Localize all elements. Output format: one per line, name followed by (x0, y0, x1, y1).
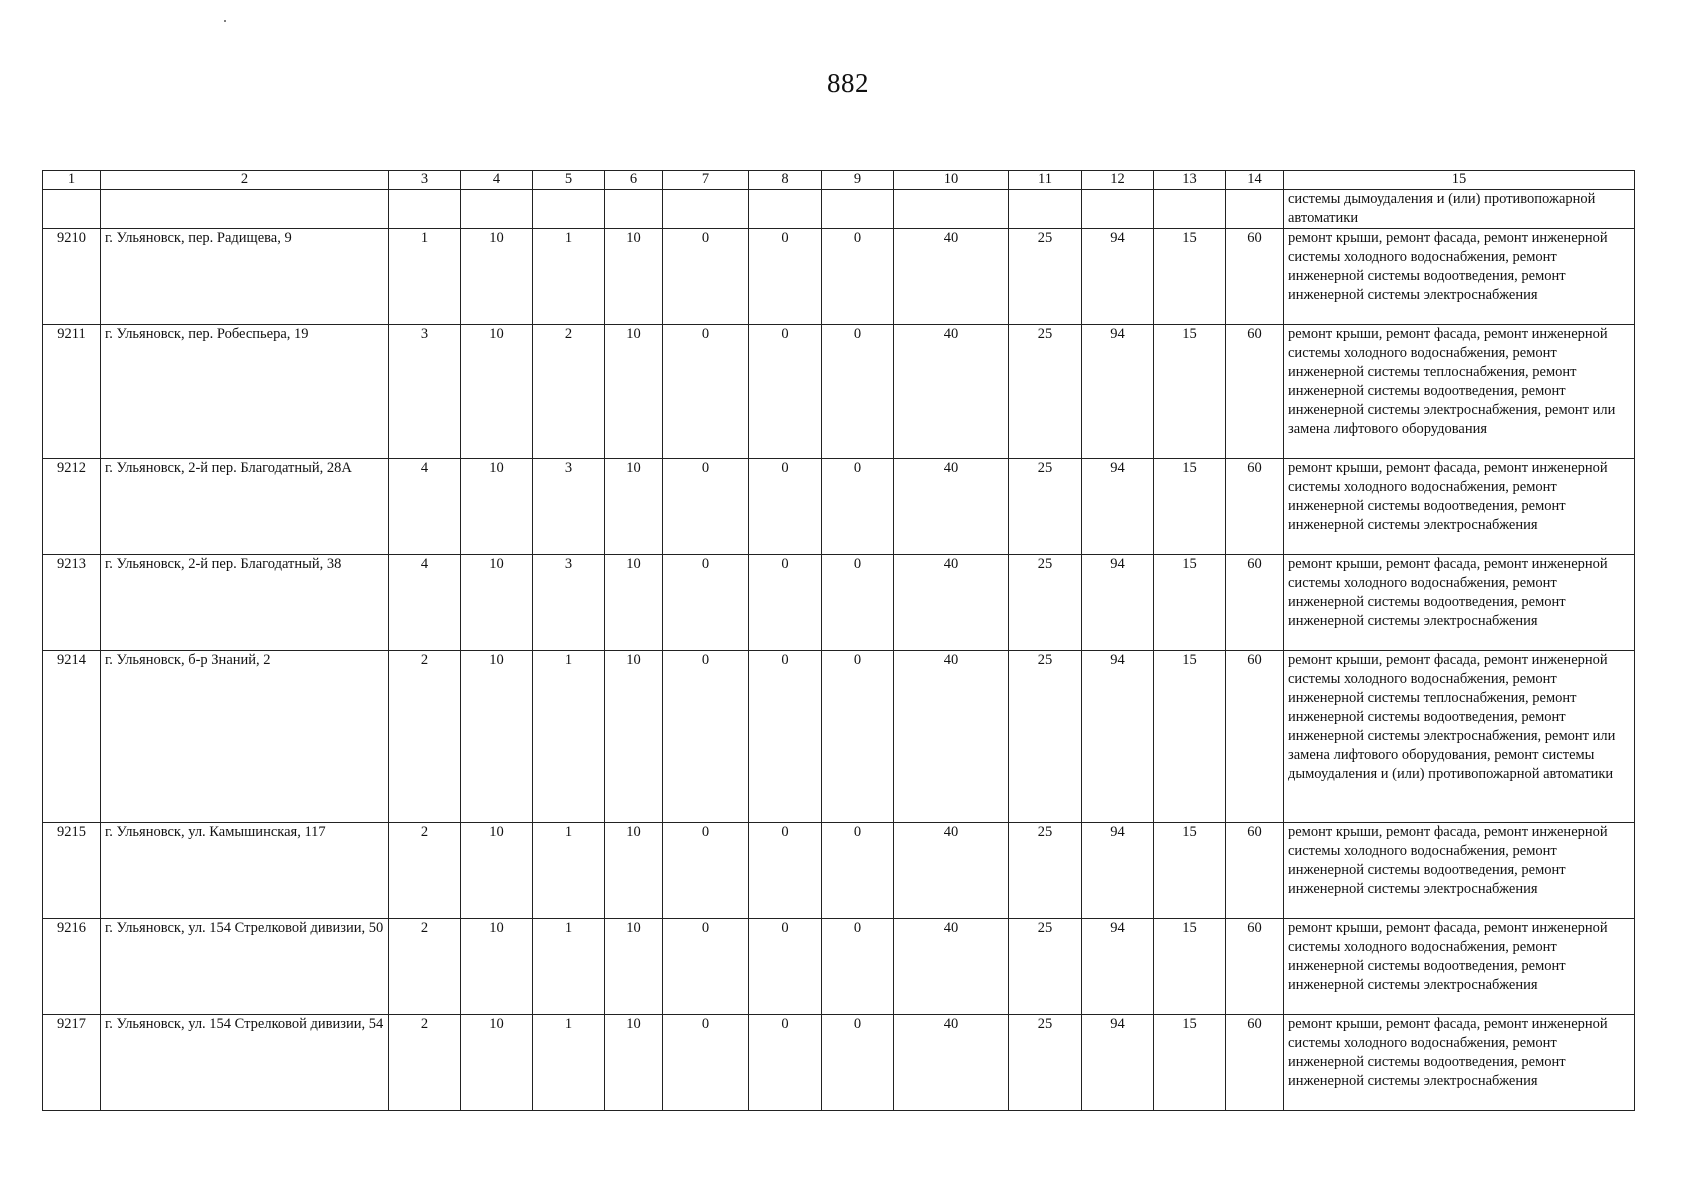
value-cell: 3 (533, 459, 605, 555)
address-cell: г. Ульяновск, 2-й пер. Благодатный, 38 (101, 555, 389, 651)
value-cell: 4 (389, 459, 461, 555)
value-cell: 2 (389, 823, 461, 919)
value-cell: 10 (461, 229, 533, 325)
column-header: 7 (663, 171, 749, 190)
address-cell: г. Ульяновск, ул. Камышинская, 117 (101, 823, 389, 919)
column-header: 12 (1082, 171, 1154, 190)
value-cell: 2 (533, 325, 605, 459)
value-cell: 15 (1154, 1015, 1226, 1111)
works-cell: ремонт крыши, ремонт фасада, ремонт инженерной системы холодного водоснабжения, ремонт инженерной системы теплоснабжения, ремонт инженерной системы водоотведения, ремонт инженерной системы электроснабжения, ремонт или замена лифтового оборудования (1284, 325, 1635, 459)
works-cell: ремонт крыши, ремонт фасада, ремонт инженерной системы холодного водоснабжения, ремонт инженерной системы водоотведения, ремонт инженерной системы электроснабжения (1284, 555, 1635, 651)
value-cell: 0 (663, 651, 749, 823)
continuation-row (43, 190, 1635, 229)
value-cell: 40 (894, 229, 1009, 325)
value-cell: 0 (663, 229, 749, 325)
row-number-cell: 9212 (43, 459, 101, 555)
value-cell: 0 (663, 325, 749, 459)
address-cell: г. Ульяновск, ул. 154 Стрелковой дивизии, 50 (101, 919, 389, 1015)
value-cell: 0 (749, 459, 822, 555)
value-cell: 60 (1226, 555, 1284, 651)
address-cell: г. Ульяновск, пер. Радищева, 9 (101, 229, 389, 325)
value-cell: 10 (605, 229, 663, 325)
value-cell: 0 (822, 229, 894, 325)
row-number-cell: 9210 (43, 229, 101, 325)
value-cell: 1 (533, 1015, 605, 1111)
value-cell: 1 (389, 229, 461, 325)
value-cell: 15 (1154, 823, 1226, 919)
works-cell: ремонт крыши, ремонт фасада, ремонт инженерной системы холодного водоснабжения, ремонт инженерной системы водоотведения, ремонт инженерной системы электроснабжения (1284, 919, 1635, 1015)
value-cell: 10 (605, 919, 663, 1015)
works-cell: ремонт крыши, ремонт фасада, ремонт инженерной системы холодного водоснабжения, ремонт инженерной системы водоотведения, ремонт инженерной системы электроснабжения (1284, 1015, 1635, 1111)
value-cell: 60 (1226, 229, 1284, 325)
address-cell: г. Ульяновск, пер. Робеспьера, 19 (101, 325, 389, 459)
value-cell: 15 (1154, 459, 1226, 555)
value-cell: 94 (1082, 325, 1154, 459)
value-cell: 25 (1009, 229, 1082, 325)
value-cell: 40 (894, 823, 1009, 919)
column-header: 5 (533, 171, 605, 190)
value-cell: 0 (749, 325, 822, 459)
value-cell: 0 (749, 555, 822, 651)
row-number-cell: 9213 (43, 555, 101, 651)
value-cell: 0 (749, 651, 822, 823)
value-cell: 1 (533, 919, 605, 1015)
value-cell: 94 (1082, 555, 1154, 651)
value-cell: 94 (1082, 823, 1154, 919)
value-cell: 40 (894, 459, 1009, 555)
value-cell: 2 (389, 651, 461, 823)
value-cell: 2 (389, 1015, 461, 1111)
housing-repair-table (42, 170, 1635, 1111)
value-cell: 1 (533, 823, 605, 919)
value-cell: 94 (1082, 229, 1154, 325)
page-number: 882 (827, 68, 869, 98)
column-header: 15 (1284, 171, 1635, 190)
value-cell: 10 (605, 651, 663, 823)
column-number-row (43, 171, 1635, 190)
value-cell: 25 (1009, 555, 1082, 651)
column-header: 4 (461, 171, 533, 190)
value-cell: 10 (605, 555, 663, 651)
column-header: 11 (1009, 171, 1082, 190)
column-header: 8 (749, 171, 822, 190)
column-header: 14 (1226, 171, 1284, 190)
value-cell: 0 (663, 459, 749, 555)
value-cell: 3 (533, 555, 605, 651)
value-cell: 0 (663, 919, 749, 1015)
value-cell: 25 (1009, 459, 1082, 555)
value-cell: 0 (749, 229, 822, 325)
value-cell: 60 (1226, 823, 1284, 919)
value-cell: 94 (1082, 459, 1154, 555)
value-cell: 0 (822, 651, 894, 823)
column-header: 13 (1154, 171, 1226, 190)
value-cell: 0 (822, 823, 894, 919)
value-cell: 10 (461, 651, 533, 823)
value-cell: 0 (749, 1015, 822, 1111)
value-cell: 60 (1226, 459, 1284, 555)
value-cell: 10 (605, 459, 663, 555)
row-number-cell: 9214 (43, 651, 101, 823)
value-cell: 10 (461, 823, 533, 919)
value-cell: 0 (749, 919, 822, 1015)
table-row (43, 459, 1635, 555)
value-cell: 0 (663, 1015, 749, 1111)
row-number-cell: 9215 (43, 823, 101, 919)
row-number-cell: 9217 (43, 1015, 101, 1111)
value-cell: 2 (389, 919, 461, 1015)
table-row (43, 651, 1635, 823)
value-cell: 15 (1154, 325, 1226, 459)
value-cell: 0 (822, 459, 894, 555)
works-cell: ремонт крыши, ремонт фасада, ремонт инженерной системы холодного водоснабжения, ремонт инженерной системы водоотведения, ремонт инженерной системы электроснабжения (1284, 823, 1635, 919)
value-cell: 25 (1009, 823, 1082, 919)
value-cell: 40 (894, 555, 1009, 651)
value-cell: 25 (1009, 651, 1082, 823)
value-cell: 15 (1154, 919, 1226, 1015)
value-cell: 40 (894, 325, 1009, 459)
scan-speck (224, 20, 226, 22)
column-header: 9 (822, 171, 894, 190)
value-cell: 15 (1154, 651, 1226, 823)
column-header: 6 (605, 171, 663, 190)
value-cell: 10 (461, 555, 533, 651)
value-cell: 94 (1082, 1015, 1154, 1111)
works-cell: ремонт крыши, ремонт фасада, ремонт инженерной системы холодного водоснабжения, ремонт инженерной системы водоотведения, ремонт инженерной системы электроснабжения (1284, 459, 1635, 555)
table-row (43, 1015, 1635, 1111)
value-cell: 25 (1009, 1015, 1082, 1111)
value-cell: 60 (1226, 325, 1284, 459)
value-cell: 60 (1226, 919, 1284, 1015)
value-cell: 10 (605, 1015, 663, 1111)
column-header: 1 (43, 171, 101, 190)
value-cell: 3 (389, 325, 461, 459)
value-cell: 40 (894, 1015, 1009, 1111)
value-cell: 10 (461, 325, 533, 459)
value-cell: 94 (1082, 651, 1154, 823)
value-cell: 0 (822, 919, 894, 1015)
row-number-cell: 9211 (43, 325, 101, 459)
value-cell: 0 (749, 823, 822, 919)
address-cell: г. Ульяновск, ул. 154 Стрелковой дивизии, 54 (101, 1015, 389, 1111)
value-cell: 60 (1226, 1015, 1284, 1111)
value-cell: 10 (605, 823, 663, 919)
value-cell: 15 (1154, 555, 1226, 651)
value-cell: 10 (461, 919, 533, 1015)
value-cell: 0 (822, 1015, 894, 1111)
works-cell: системы дымоудаления и (или) противопожарной автоматики (1284, 190, 1635, 229)
table-row (43, 919, 1635, 1015)
table-row (43, 823, 1635, 919)
table-row (43, 555, 1635, 651)
address-cell: г. Ульяновск, 2-й пер. Благодатный, 28А (101, 459, 389, 555)
value-cell: 40 (894, 919, 1009, 1015)
value-cell: 15 (1154, 229, 1226, 325)
table-row (43, 229, 1635, 325)
table-row (43, 325, 1635, 459)
value-cell: 10 (605, 325, 663, 459)
value-cell: 25 (1009, 919, 1082, 1015)
value-cell: 0 (822, 555, 894, 651)
row-number-cell: 9216 (43, 919, 101, 1015)
column-header: 2 (101, 171, 389, 190)
column-header: 10 (894, 171, 1009, 190)
value-cell: 1 (533, 651, 605, 823)
works-cell: ремонт крыши, ремонт фасада, ремонт инженерной системы холодного водоснабжения, ремонт инженерной системы водоотведения, ремонт инженерной системы электроснабжения (1284, 229, 1635, 325)
value-cell: 1 (533, 229, 605, 325)
value-cell: 40 (894, 651, 1009, 823)
value-cell: 0 (663, 555, 749, 651)
value-cell: 10 (461, 459, 533, 555)
value-cell: 4 (389, 555, 461, 651)
value-cell: 94 (1082, 919, 1154, 1015)
value-cell: 60 (1226, 651, 1284, 823)
value-cell: 0 (663, 823, 749, 919)
works-cell: ремонт крыши, ремонт фасада, ремонт инженерной системы холодного водоснабжения, ремонт инженерной системы теплоснабжения, ремонт инженерной системы водоотведения, ремонт инженерной системы электроснабжения, ремонт или замена лифтового оборудования, ремонт системы дымоудаления и (или) противопожарной автоматики (1284, 651, 1635, 823)
value-cell: 10 (461, 1015, 533, 1111)
value-cell: 0 (822, 325, 894, 459)
column-header: 3 (389, 171, 461, 190)
value-cell: 25 (1009, 325, 1082, 459)
address-cell: г. Ульяновск, б-р Знаний, 2 (101, 651, 389, 823)
